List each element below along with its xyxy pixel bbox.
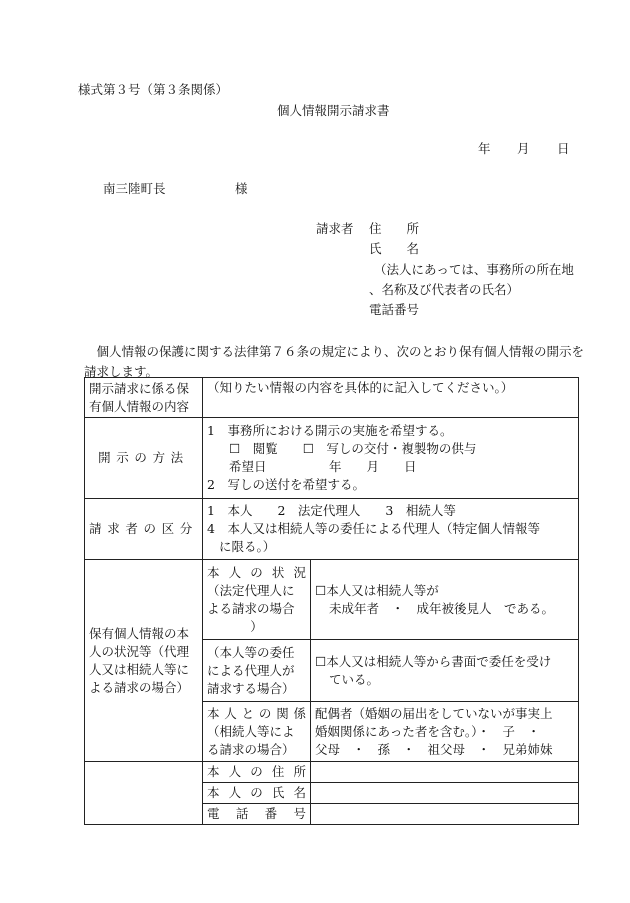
principal-status-field[interactable] (311, 560, 579, 640)
delegation-label-line2: による代理人が (207, 662, 295, 678)
row-principal-address (85, 762, 579, 783)
principal-status-checkbox[interactable]: ☐本人又は相続人等が (315, 582, 439, 598)
requested-info-hint: （知りたい情報の内容を具体的に記入してください。） (207, 380, 514, 395)
principal-situation-label-line2: 人の状況等（代理 (89, 643, 190, 659)
disclosure-method-field (203, 418, 579, 499)
principal-block-spacer-3 (85, 804, 203, 825)
row-principal-name (85, 783, 579, 804)
relationship-field[interactable] (311, 702, 579, 762)
principal-situation-label-line1: 保有個人情報の本 (89, 625, 190, 641)
requested-info-label-line2: 有個人情報の内容 (89, 398, 190, 414)
principal-situation-label (85, 560, 203, 762)
principal-phone-field[interactable] (311, 804, 579, 825)
category-options-line3: に限る。） (219, 539, 276, 554)
principal-name-label-text: 本人の氏名 (207, 785, 306, 800)
date-day-label: 日 (557, 141, 570, 156)
principal-name-label (203, 783, 311, 804)
principal-address-field[interactable] (311, 762, 579, 783)
row-requester-category (85, 499, 579, 560)
delegation-field[interactable] (311, 640, 579, 702)
requester-category-label: 請求者の区分 (85, 499, 203, 560)
row-principal-status (85, 560, 579, 640)
principal-status-label-line1: 本人の状況 (207, 564, 306, 580)
intro-paragraph: 個人情報の保護に関する法律第７６条の規定により、次のとおり保有個人情報の開示を請求します。 (84, 344, 585, 379)
relationship-label-line2: （相続人等によ (207, 723, 295, 739)
principal-address-label (203, 762, 311, 783)
principal-name-field[interactable] (311, 783, 579, 804)
row-principal-phone (85, 804, 579, 825)
relationship-label-line3: る請求の場合） (207, 741, 295, 757)
row-requested-info (85, 378, 579, 418)
principal-phone-label (203, 804, 311, 825)
principal-status-label-line3: よる請求の場合 (207, 600, 295, 616)
honorific: 様 (235, 181, 248, 196)
delegation-label-line3: 請求する場合） (207, 680, 295, 696)
date-month-label: 月 (517, 141, 530, 156)
principal-status-label-line4: ） (250, 618, 263, 634)
principal-status-label (203, 560, 311, 640)
method-option-office[interactable]: 1 事務所における開示の実施を希望する。 (207, 423, 453, 438)
method-office-checkboxes[interactable]: ☐ 閲覧 ☐ 写しの交付・複製物の供与 (229, 441, 477, 456)
principal-situation-label-line4: よる請求の場合） (89, 679, 190, 695)
requester-name-label: 氏 名 (369, 241, 420, 256)
delegation-checkbox[interactable]: ☐本人又は相続人等から書面で委任を受け (315, 653, 552, 669)
requester-corporate-note-line1: （法人にあっては、事務所の所在地 (374, 262, 574, 277)
requester-category-field[interactable] (203, 499, 579, 560)
relationship-label (203, 702, 311, 762)
requester-phone-label: 電話番号 (369, 302, 420, 317)
document-title: 個人情報開示請求書 (277, 103, 390, 118)
principal-address-label-text: 本人の住所 (207, 764, 306, 779)
addressee: 南三陸町長 (103, 181, 166, 196)
requested-info-label (85, 378, 203, 418)
request-table (84, 377, 579, 825)
method-desired-date[interactable]: 希望日 年 月 日 (229, 459, 417, 474)
principal-block-spacer (85, 762, 203, 783)
requester-label: 請求者 (316, 221, 354, 236)
category-options-line1: 1 本人 2 法定代理人 3 相続人等 (207, 503, 456, 518)
relationship-options-line2[interactable]: 婚姻関係にあった者を含む。）・ 子 ・ (315, 723, 540, 739)
relationship-label-line1: 本人との関係 (207, 705, 306, 721)
requested-info-label-line1: 開示請求に係る保 (89, 380, 190, 396)
row-disclosure-method (85, 418, 579, 499)
relationship-options-line1[interactable]: 配偶者（婚姻の届出をしていないが事実上 (315, 705, 553, 721)
principal-block-spacer-2 (85, 783, 203, 804)
requester-corporate-note-line2: 、名称及び代表者の氏名） (369, 282, 520, 297)
method-option-mail[interactable]: 2 写しの送付を希望する。 (207, 477, 365, 492)
relationship-options-line3[interactable]: 父母 ・ 孫 ・ 祖父母 ・ 兄弟姉妹 (315, 741, 553, 757)
principal-phone-label-text: 電話番号 (207, 806, 306, 821)
delegation-label-line1: （本人等の委任 (207, 644, 295, 660)
form-number: 様式第３号（第３条関係） (78, 82, 229, 97)
category-options-line2: 4 本人又は相続人等の委任による代理人（特定個人情報等 (207, 521, 540, 536)
principal-status-options[interactable]: 未成年者 ・ 成年被後見人 である。 (329, 600, 555, 616)
delegation-checkbox-line2: ている。 (329, 671, 380, 687)
date-year-label: 年 (478, 141, 491, 156)
principal-status-label-line2: （法定代理人に (207, 582, 295, 598)
requester-address-label: 住 所 (369, 221, 420, 236)
delegation-label (203, 640, 311, 702)
principal-situation-label-line3: 人又は相続人等に (89, 661, 190, 677)
disclosure-method-label: 開示の方法 (85, 418, 203, 499)
requested-info-field[interactable] (203, 378, 579, 418)
